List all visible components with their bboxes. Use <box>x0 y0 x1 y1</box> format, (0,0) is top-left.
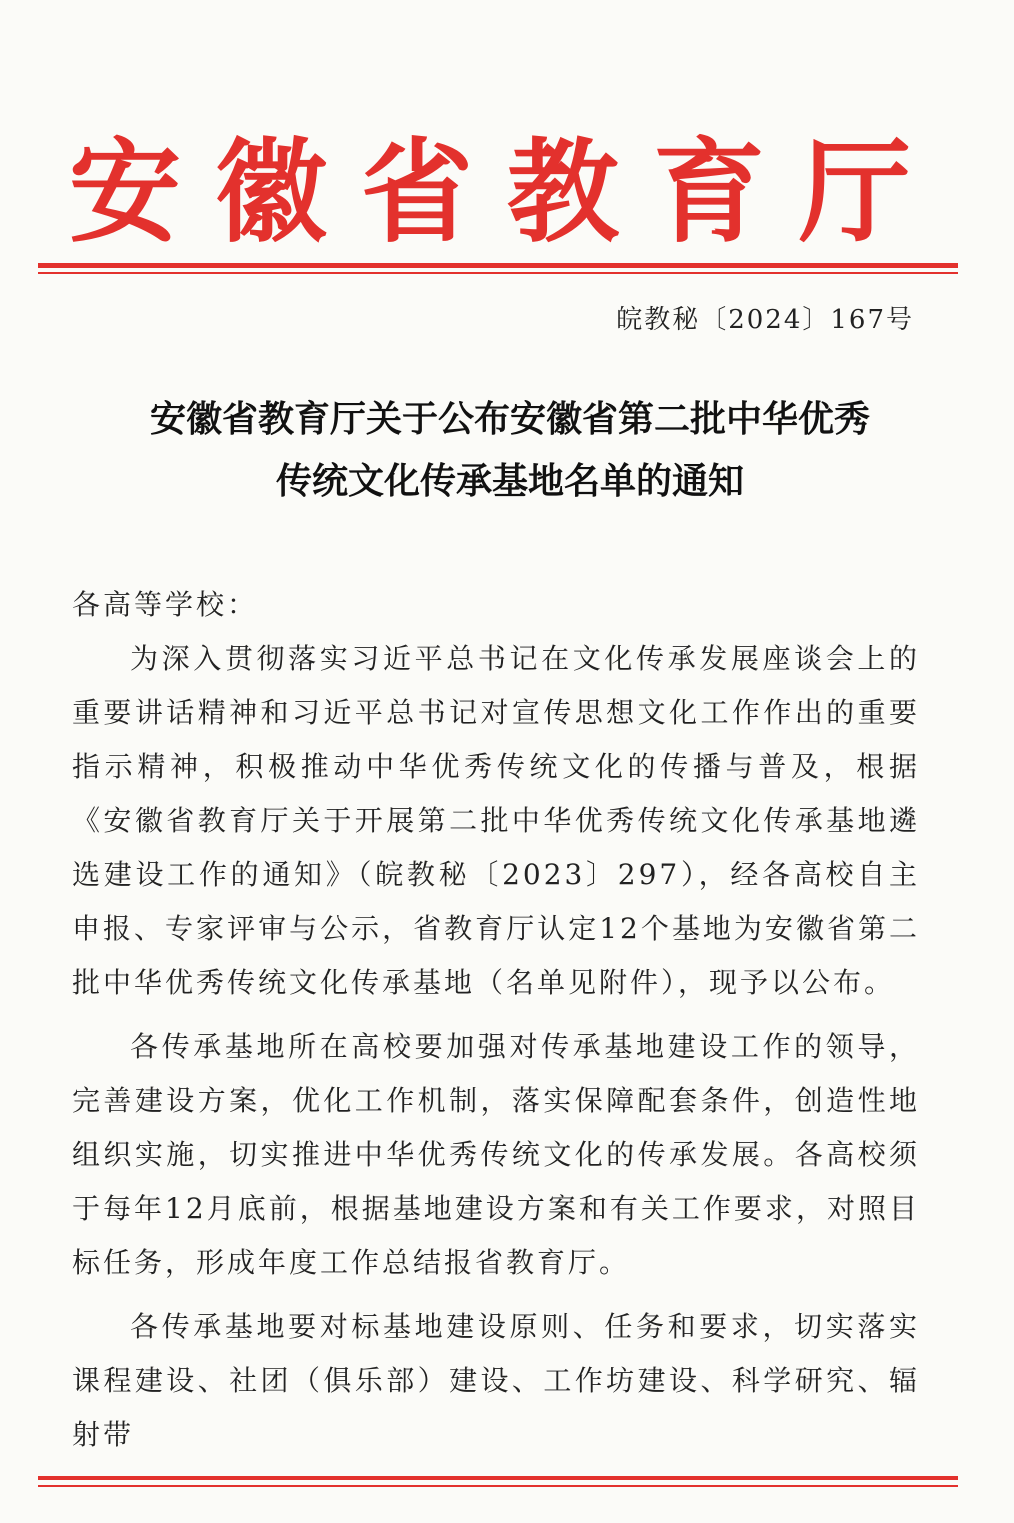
header-red-rule-thick <box>38 263 958 268</box>
body-paragraph-1: 为深入贯彻落实习近平总书记在文化传承发展座谈会上的重要讲话精神和习近平总书记对宣传思想文化工作作出的重要指示精神，积极推动中华优秀传统文化的传播与普及，根据《安徽省教育厅关于开展第二批中华优秀传统文化传承基地遴选建设工作的通知》（皖教秘〔2023〕297），经各高校自主申报、专家评审与公示，省教育厅认定12个基地为安徽省第二批中华优秀传统文化传承基地（名单见附件），现予以公布。 <box>72 642 920 999</box>
footer-red-rule-thick <box>38 1476 958 1480</box>
document-title-line-1: 安徽省教育厅关于公布安徽省第二批中华优秀 <box>149 398 870 440</box>
document-number: 皖教秘〔2024〕167号 <box>616 305 914 335</box>
document-title <box>60 388 960 512</box>
document-body <box>72 578 920 1472</box>
agency-header-title: 安徽省教育厅 <box>69 127 945 258</box>
header-red-rule-thin <box>38 272 958 274</box>
body-paragraph-3: 各传承基地要对标基地建设原则、任务和要求，切实落实课程建设、社团（俱乐部）建设、工作坊建设、科学研究、辐射带 <box>72 1310 920 1451</box>
footer-red-rule-thin <box>38 1485 958 1487</box>
document-title-line-2: 传统文化传承基地名单的通知 <box>275 460 744 502</box>
salutation: 各高等学校： <box>72 588 259 621</box>
body-paragraph-2: 各传承基地所在高校要加强对传承基地建设工作的领导，完善建设方案，优化工作机制，落实保障配套条件，创造性地组织实施，切实推进中华优秀传统文化的传承发展。各高校须于每年12月底前，根据基地建设方案和有关工作要求，对照目标任务，形成年度工作总结报省教育厅。 <box>72 1030 920 1279</box>
